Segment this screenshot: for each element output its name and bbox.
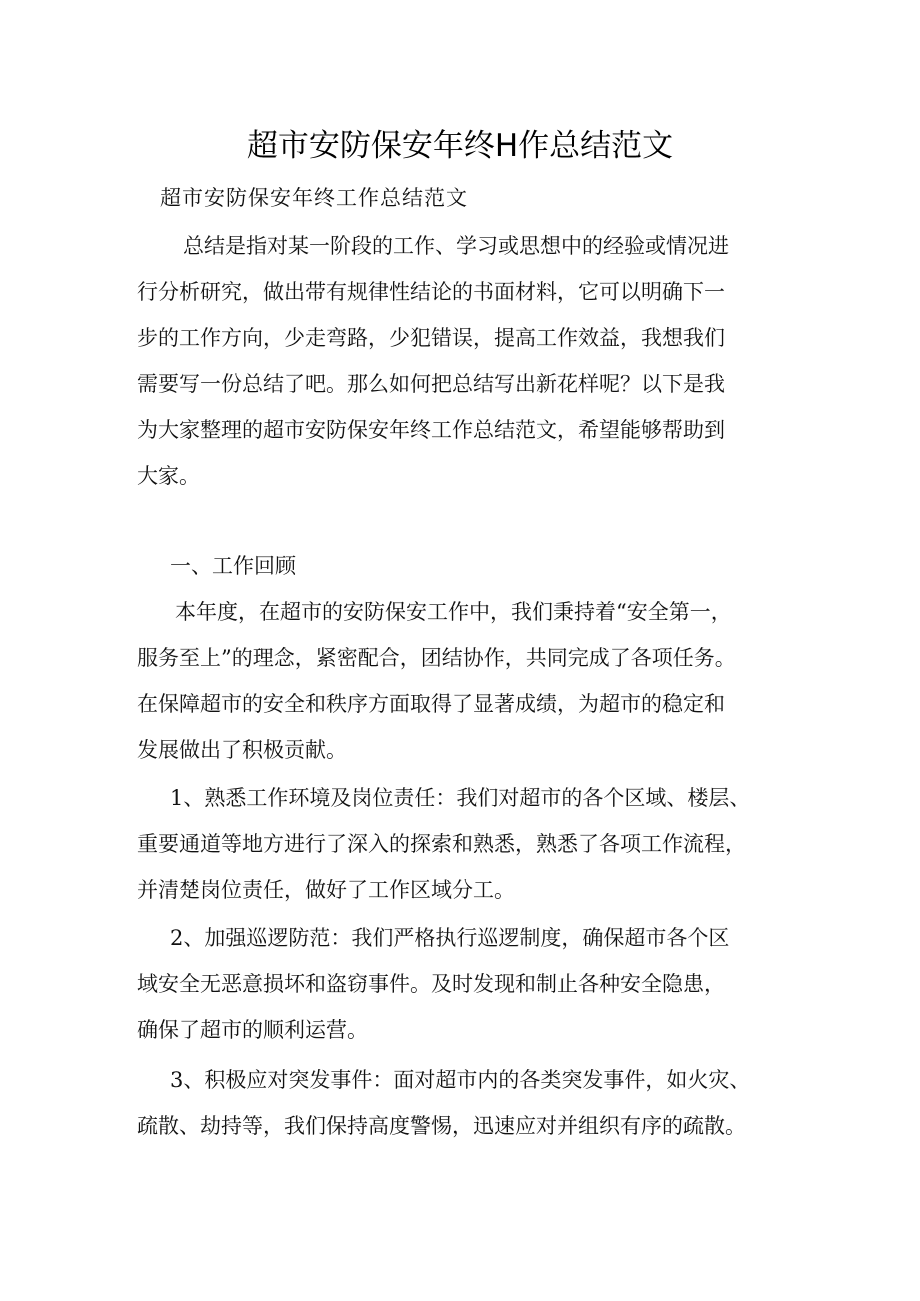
item1-line-3: 并清楚岗位责任，做好了工作区域分工。 [137, 878, 515, 902]
item2-line-1: 2、加强巡逻防范：我们严格执行巡逻制度，确保超市各个区 [170, 926, 730, 950]
item3-line-1: 3、积极应对突发事件：面对超市内的各类突发事件，如火灾、 [170, 1068, 751, 1092]
intro-line-3: 步的工作方向，少走弯路，少犯错误，提高工作效益，我想我们 [137, 326, 725, 350]
item2-line-2: 域安全无恶意损坏和盗窃事件。及时发现和制止各种安全隐患， [137, 972, 725, 996]
review-line-1: 本年度，在超市的安防保安工作中，我们秉持着“安全第一， [175, 600, 732, 624]
section-heading-review: 一、工作回顾 [170, 554, 296, 578]
intro-line-2: 行分析研究，做出带有规律性结论的书面材料，它可以明确下一 [137, 280, 725, 304]
review-line-3: 在保障超市的安全和秩序方面取得了显著成绩，为超市的稳定和 [137, 692, 725, 716]
intro-line-4: 需要写一份总结了吧。那么如何把总结写出新花样呢？以下是我 [137, 372, 725, 396]
item1-line-1: 1、熟悉工作环境及岗位责任：我们对超市的各个区域、楼层、 [170, 786, 751, 810]
item3-line-2: 疏散、劫持等，我们保持高度警惕，迅速应对并组织有序的疏散。 [137, 1114, 746, 1138]
document-subtitle: 超市安防保安年终工作总结范文 [160, 186, 468, 210]
intro-line-1: 总结是指对某一阶段的工作、学习或思想中的经验或情况进 [183, 234, 729, 258]
intro-line-5: 为大家整理的超市安防保安年终工作总结范文，希望能够帮助到 [137, 418, 725, 442]
review-line-4: 发展做出了积极贡献。 [137, 738, 347, 762]
document-title: 超市安防保安年终H作总结范文 [246, 128, 674, 164]
item1-line-2: 重要通道等地方进行了深入的探索和熟悉，熟悉了各项工作流程， [137, 832, 746, 856]
intro-line-6: 大家。 [137, 464, 200, 488]
review-line-2: 服务至上”的理念，紧密配合，团结协作，共同完成了各项任务。 [137, 646, 736, 670]
item2-line-3: 确保了超市的顺利运营。 [137, 1018, 368, 1042]
